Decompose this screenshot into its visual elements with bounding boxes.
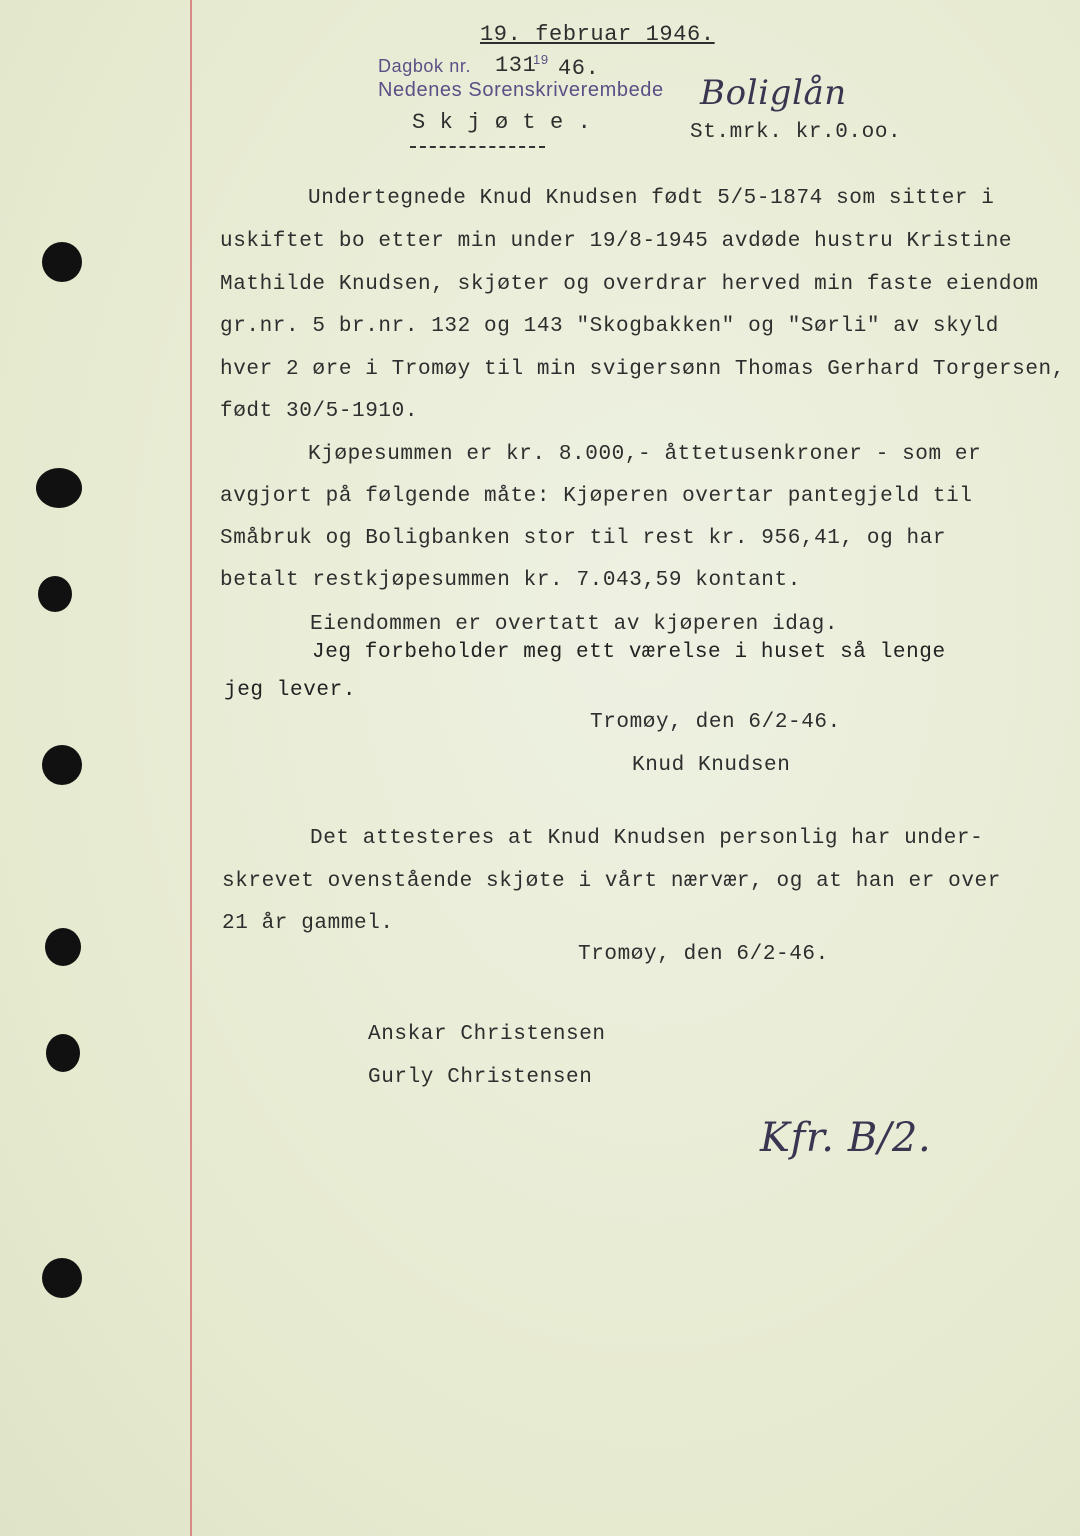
dagbok-superscript: 19 [533, 52, 549, 67]
body-line: Jeg forbeholder meg ett værelse i huset så lenge [312, 641, 946, 664]
attestation-line: 21 år gammel. [222, 912, 394, 935]
punch-hole [45, 928, 81, 966]
document-date: 19. februar 1946. [480, 22, 715, 47]
punch-hole [42, 745, 82, 785]
body-line: født 30/5-1910. [220, 400, 419, 423]
dagbok-year: 46. [558, 56, 600, 81]
body-line: gr.nr. 5 br.nr. 132 og 143 "Skogbakken" og "Sørli" av skyld [220, 315, 999, 338]
body-line: Kjøpesummen er kr. 8.000,- åttetusenkroner - som er [308, 443, 982, 466]
body-line: Småbruk og Boligbanken stor til rest kr. 956,41, og har [220, 527, 947, 550]
punch-hole [42, 1258, 82, 1298]
office-stamp: Nedenes Sorenskriverembede [378, 79, 664, 101]
body-line: avgjort på følgende måte: Kjøperen overtar pantegjeld til [220, 485, 973, 508]
margin-rule [190, 0, 192, 1536]
dagbok-number: 131 [495, 53, 537, 78]
body-line: Undertegnede Knud Knudsen født 5/5-1874 som sitter i [308, 187, 995, 210]
body-line: uskiftet bo etter min under 19/8-1945 avdøde hustru Kristine [220, 230, 1013, 253]
signer-name: Knud Knudsen [632, 754, 791, 777]
handwritten-note: Boliglån [700, 73, 847, 113]
punch-hole [38, 576, 72, 612]
place-date: Tromøy, den 6/2-46. [578, 943, 829, 966]
title-underline [410, 146, 545, 148]
punch-hole [42, 242, 82, 282]
dagbok-label: Dagbok nr. [378, 56, 472, 76]
body-line: hver 2 øre i Tromøy til min svigersønn Thomas Gerhard Torgersen, [220, 358, 1065, 381]
body-line: Eiendommen er overtatt av kjøperen idag. [310, 613, 839, 636]
witness-name: Anskar Christensen [368, 1023, 606, 1046]
body-line: betalt restkjøpesummen kr. 7.043,59 kontant. [220, 569, 801, 592]
punch-hole [36, 468, 82, 508]
attestation-line: Det attesteres at Knud Knudsen personlig har under- [310, 827, 984, 850]
body-line: jeg lever. [224, 679, 357, 702]
document-type: S k j ø t e . [412, 110, 592, 135]
body-line: Mathilde Knudsen, skjøter og overdrar herved min faste eiendom [220, 273, 1039, 296]
handwritten-initials: Kfr. B/2. [760, 1115, 932, 1161]
punch-hole [46, 1034, 80, 1072]
stamp-duty: St.mrk. kr.0.oo. [690, 121, 902, 144]
witness-name: Gurly Christensen [368, 1066, 593, 1089]
place-date: Tromøy, den 6/2-46. [590, 711, 841, 734]
attestation-line: skrevet ovenstående skjøte i vårt nærvær, og at han er over [222, 870, 1001, 893]
